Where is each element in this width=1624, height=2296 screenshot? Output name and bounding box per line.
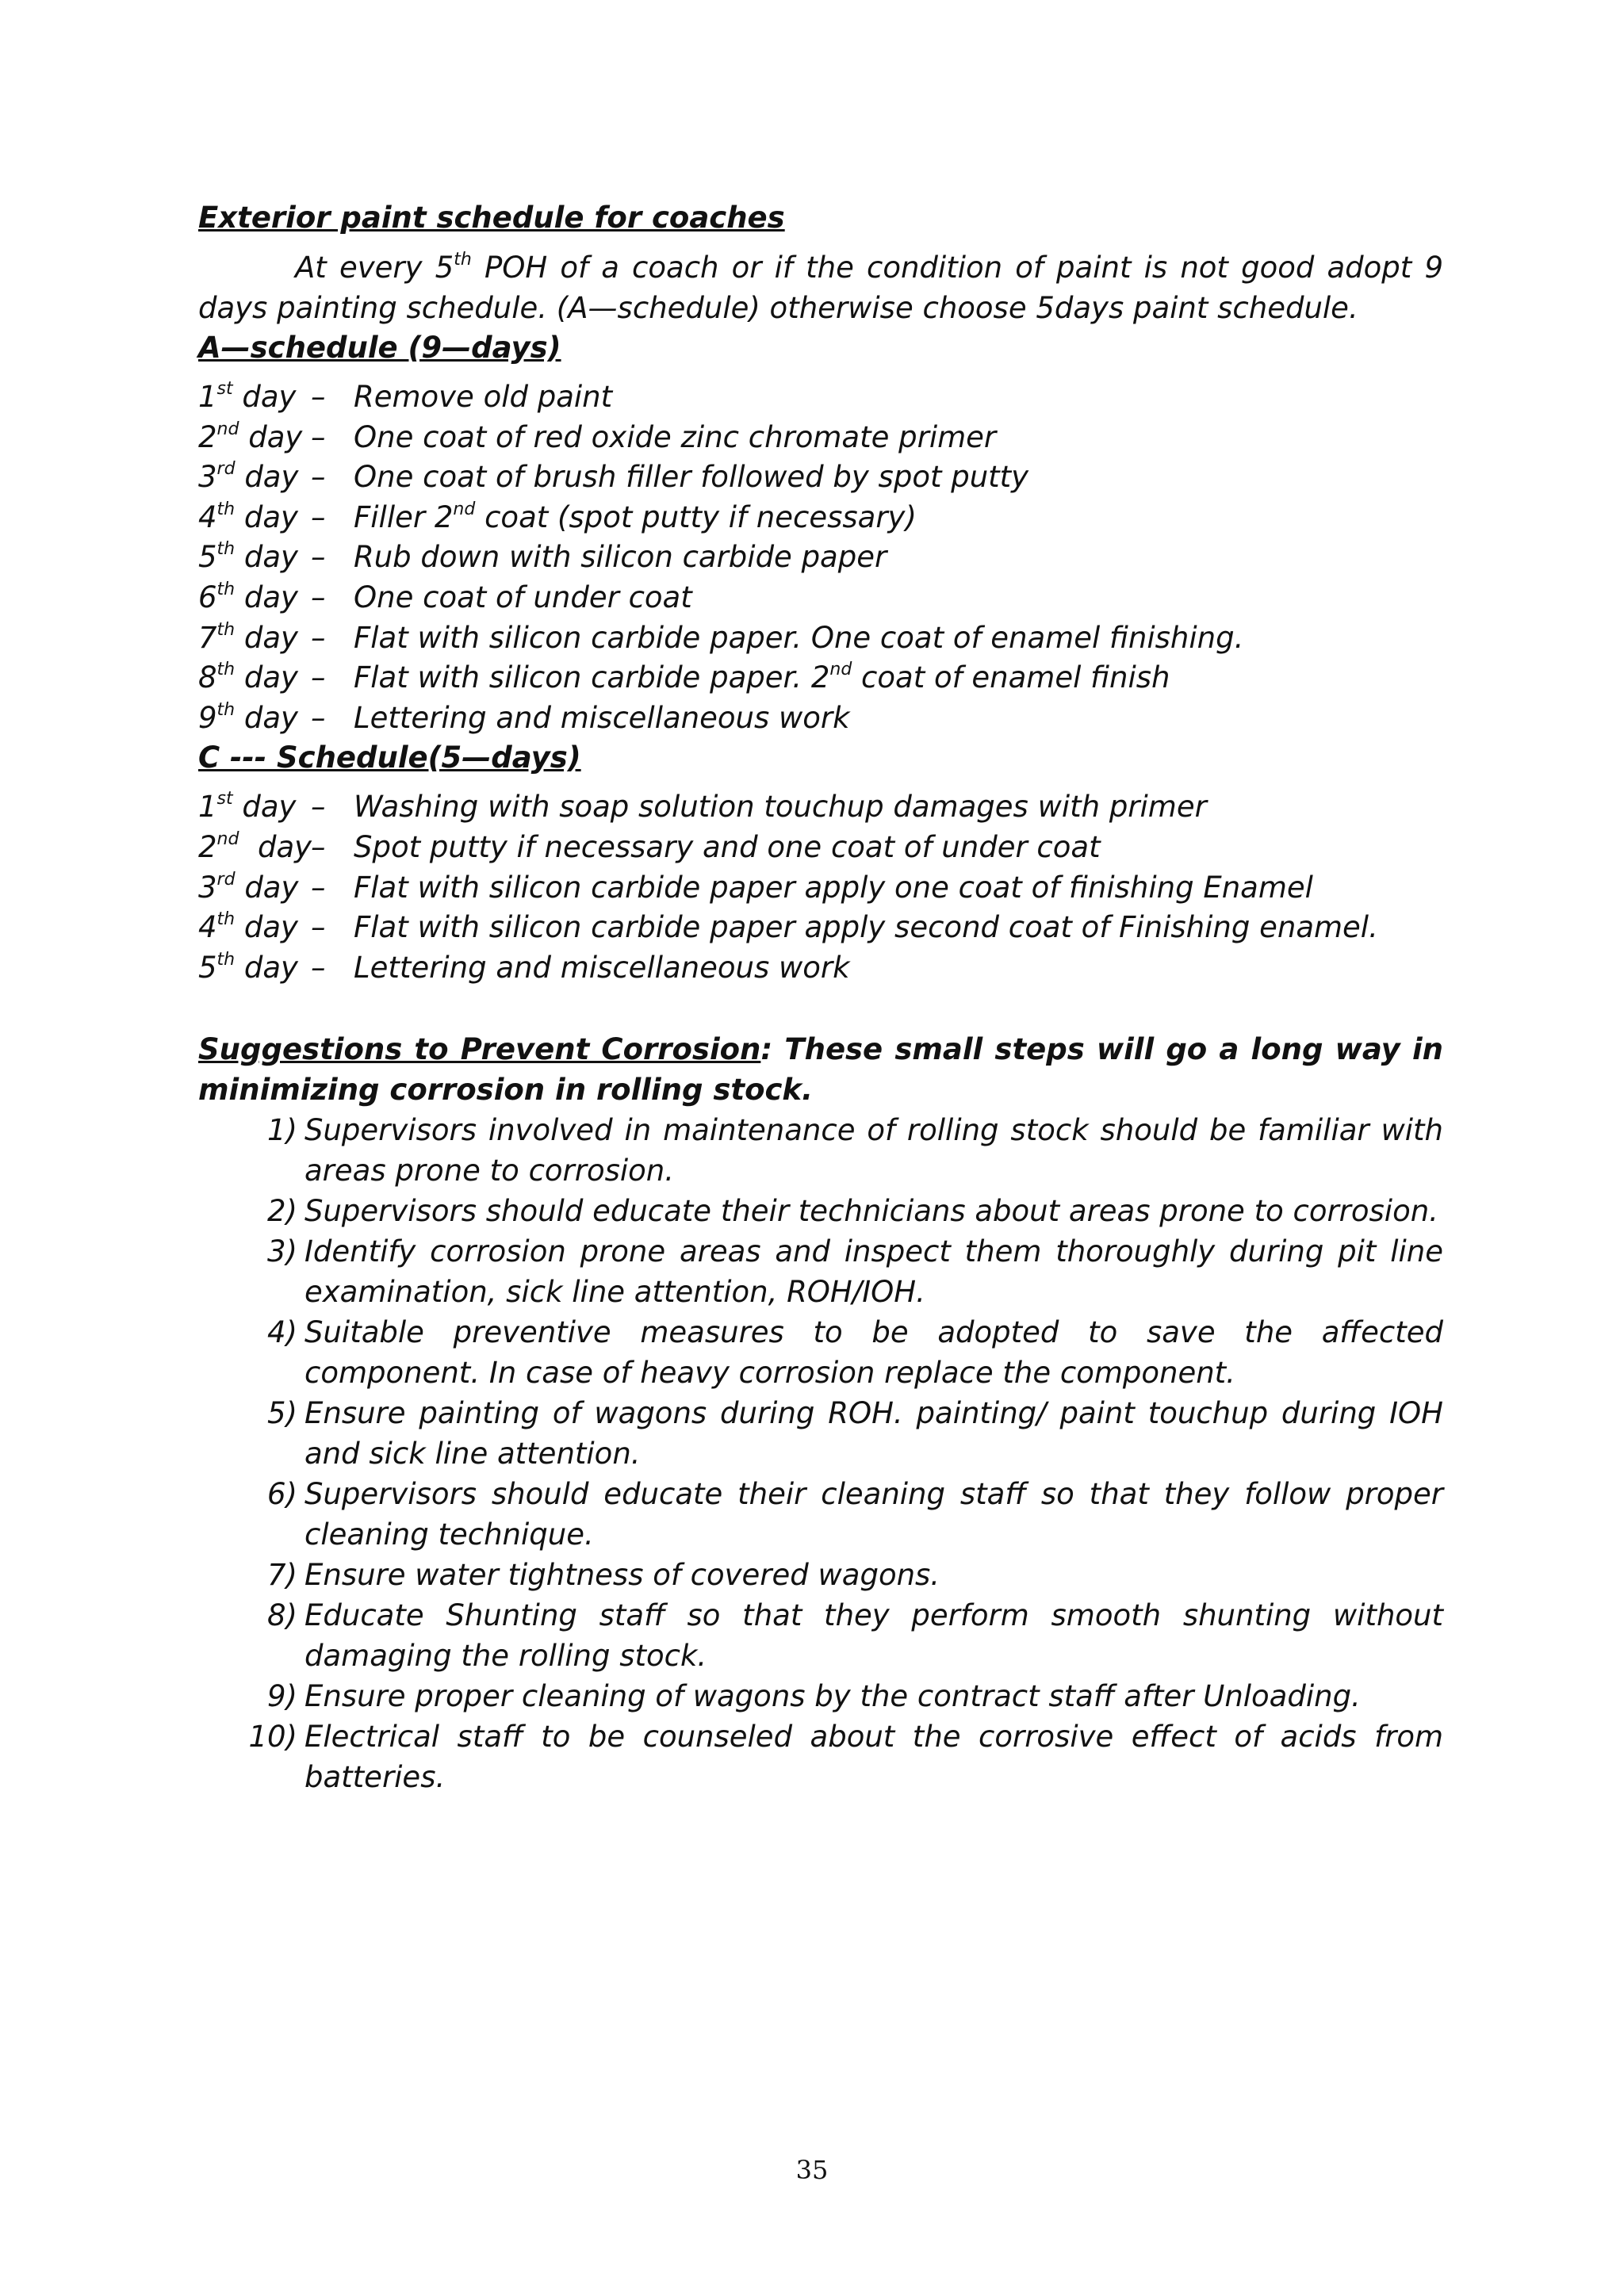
schedule-a-list bbox=[198, 377, 1443, 738]
day-activity: Lettering and miscellaneous work bbox=[354, 950, 850, 985]
day-label: 2nd day bbox=[198, 419, 303, 454]
schedule-c-row bbox=[198, 948, 1443, 989]
day-activity: Rub down with silicon carbide paper bbox=[354, 540, 887, 575]
list-item bbox=[198, 1555, 1443, 1595]
list-number: 7) bbox=[267, 1558, 297, 1593]
schedule-a-row bbox=[198, 658, 1443, 698]
day-label: 1st day bbox=[198, 379, 297, 414]
day-dash: – bbox=[311, 829, 326, 864]
day-label: 6th day bbox=[198, 579, 298, 614]
schedule-c-row bbox=[198, 868, 1443, 909]
intro-text-start: At every 5 bbox=[295, 251, 454, 285]
day-activity: Flat with silicon carbide paper. 2nd coat of enamel finish bbox=[354, 660, 1170, 695]
day-label: 4th day bbox=[198, 909, 298, 945]
list-number: 6) bbox=[267, 1477, 297, 1512]
day-dash: – bbox=[311, 419, 326, 454]
day-dash: – bbox=[311, 620, 326, 655]
list-item bbox=[198, 1231, 1443, 1312]
day-label: 4th day bbox=[198, 499, 298, 534]
list-text: Supervisors should educate their technicians about areas prone to corrosion. bbox=[304, 1194, 1438, 1229]
day-label: 3rd day bbox=[198, 459, 299, 495]
list-number: 8) bbox=[267, 1598, 297, 1633]
day-label: 1st day bbox=[198, 789, 297, 825]
list-item bbox=[198, 1110, 1443, 1191]
day-dash: – bbox=[311, 460, 326, 495]
schedule-c-list bbox=[198, 787, 1443, 988]
day-label: 9th day bbox=[198, 699, 298, 735]
list-item bbox=[198, 1716, 1443, 1797]
day-activity: Flat with silicon carbide paper. One coat of enamel finishing. bbox=[354, 620, 1244, 655]
schedule-a-row bbox=[198, 418, 1443, 458]
intro-text-end: POH of a coach or if the condition of paint is not good adopt 9 days painting schedule. (A—schedule) otherwise choose 5days paint schedule. bbox=[198, 251, 1443, 325]
day-label: 8th day bbox=[198, 660, 298, 695]
day-activity: Flat with silicon carbide paper apply one coat of finishing Enamel bbox=[354, 870, 1313, 905]
day-dash: – bbox=[311, 910, 326, 945]
day-dash: – bbox=[311, 870, 326, 905]
list-number: 9) bbox=[267, 1679, 297, 1714]
day-activity: Washing with soap solution touchup damages with primer bbox=[354, 790, 1207, 825]
schedule-a-row bbox=[198, 698, 1443, 739]
day-label: 3rd day bbox=[198, 869, 299, 905]
schedule-a-row bbox=[198, 618, 1443, 659]
day-activity: Flat with silicon carbide paper apply second coat of Finishing enamel. bbox=[354, 910, 1378, 945]
list-text: Electrical staff to be counseled about the corrosive effect of acids from batteries. bbox=[304, 1720, 1443, 1795]
schedule-a-row bbox=[198, 578, 1443, 618]
day-dash: – bbox=[311, 790, 326, 825]
suggestions-intro bbox=[198, 1029, 1443, 1110]
intro-paragraph bbox=[198, 247, 1443, 328]
day-dash: – bbox=[311, 580, 326, 614]
day-activity: Filler 2nd coat (spot putty if necessary) bbox=[354, 499, 917, 534]
day-label: 5th day bbox=[198, 539, 298, 575]
day-dash: – bbox=[311, 660, 326, 695]
schedule-c-title: C --- Schedule(5—days) bbox=[198, 740, 581, 775]
page-number: 35 bbox=[795, 2155, 829, 2185]
schedule-c-row bbox=[198, 787, 1443, 828]
list-number: 5) bbox=[267, 1396, 297, 1431]
schedule-c-row bbox=[198, 828, 1443, 868]
day-label: 5th day bbox=[198, 949, 298, 985]
day-activity: Lettering and miscellaneous work bbox=[354, 700, 850, 735]
list-text: Supervisors should educate their cleaning staff so that they follow proper cleaning technique. bbox=[304, 1477, 1443, 1552]
list-text: Ensure water tightness of covered wagons. bbox=[304, 1558, 940, 1593]
list-text: Ensure proper cleaning of wagons by the contract staff after Unloading. bbox=[304, 1679, 1361, 1714]
day-dash: – bbox=[311, 950, 326, 985]
suggestions-title: Suggestions to Prevent Corrosion bbox=[198, 1032, 761, 1067]
list-item bbox=[198, 1191, 1443, 1231]
list-text: Supervisors involved in maintenance of rolling stock should be familiar with areas prone to corrosion. bbox=[304, 1113, 1443, 1188]
list-number: 2) bbox=[267, 1194, 297, 1229]
suggestions-list bbox=[198, 1110, 1443, 1797]
list-text: Ensure painting of wagons during ROH. painting/ paint touchup during IOH and sick line attention. bbox=[304, 1396, 1443, 1471]
list-item bbox=[198, 1474, 1443, 1555]
document-page bbox=[198, 198, 1443, 1797]
schedule-a-row bbox=[198, 457, 1443, 498]
list-text: Educate Shunting staff so that they perform smooth shunting without damaging the rolling stock. bbox=[304, 1598, 1443, 1674]
list-text: Suitable preventive measures to be adopted to save the affected component. In case of heavy corrosion replace the component. bbox=[304, 1315, 1443, 1391]
schedule-a-title: A—schedule (9—days) bbox=[198, 331, 561, 365]
day-activity: Spot putty if necessary and one coat of under coat bbox=[354, 829, 1101, 864]
list-item bbox=[198, 1393, 1443, 1474]
day-activity: One coat of under coat bbox=[354, 580, 692, 614]
list-item bbox=[198, 1676, 1443, 1716]
day-label: 7th day bbox=[198, 619, 298, 655]
day-dash: – bbox=[311, 540, 326, 575]
schedule-a-row bbox=[198, 538, 1443, 578]
list-number: 4) bbox=[267, 1315, 297, 1350]
day-activity: One coat of red oxide zinc chromate primer bbox=[354, 419, 997, 454]
schedule-a-row bbox=[198, 498, 1443, 538]
day-dash: – bbox=[311, 380, 326, 414]
schedule-c-row bbox=[198, 908, 1443, 948]
day-label: 2nd day bbox=[198, 828, 312, 864]
list-item bbox=[198, 1312, 1443, 1393]
day-activity: Remove old paint bbox=[354, 380, 613, 414]
day-dash: – bbox=[311, 700, 326, 735]
list-item bbox=[198, 1595, 1443, 1676]
intro-superscript: th bbox=[454, 250, 472, 270]
list-number: 3) bbox=[267, 1234, 297, 1269]
schedule-a-row bbox=[198, 377, 1443, 418]
day-dash: – bbox=[311, 499, 326, 534]
list-text: Identify corrosion prone areas and inspect them thoroughly during pit line examination, sick line attention, ROH/IOH. bbox=[304, 1234, 1443, 1310]
list-number: 1) bbox=[267, 1113, 297, 1148]
section-heading: Exterior paint schedule for coaches bbox=[198, 201, 785, 235]
suggestions-lead-text: : These small steps will go a long way in minimizing corrosion in rolling stock. bbox=[198, 1032, 1443, 1108]
list-number: 10) bbox=[248, 1720, 297, 1755]
day-activity: One coat of brush filler followed by spot putty bbox=[354, 460, 1029, 495]
